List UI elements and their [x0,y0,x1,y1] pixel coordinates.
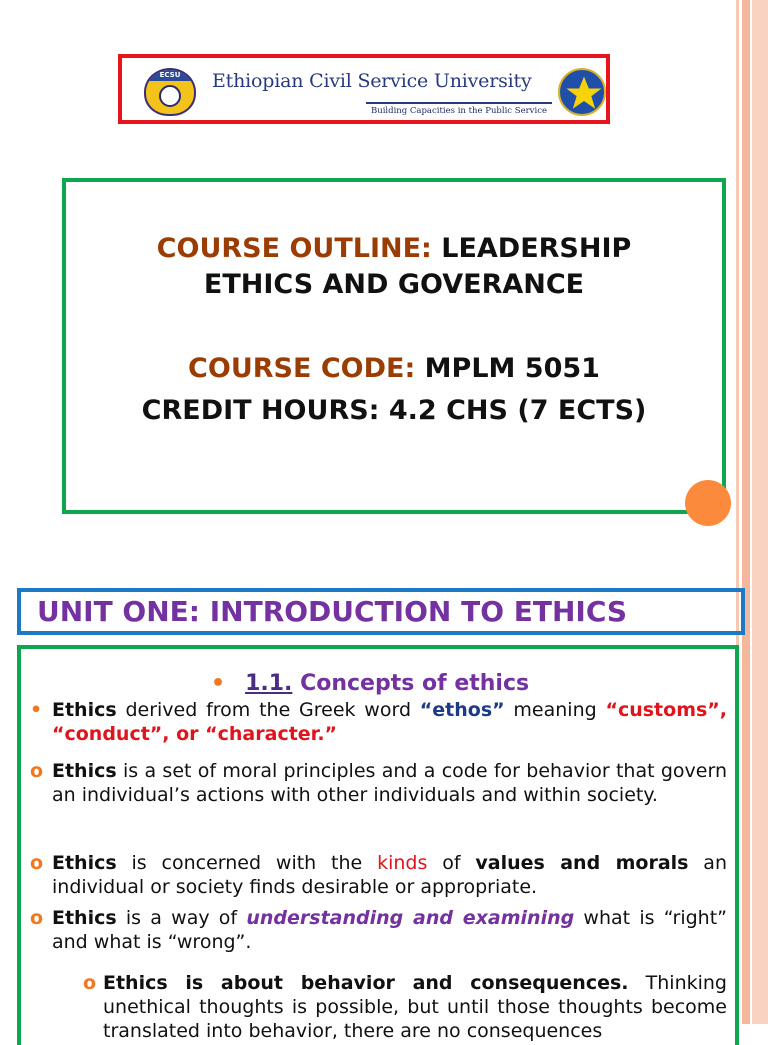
unit-heading: UNIT ONE: INTRODUCTION TO ETHICS [17,588,745,635]
decor-stripe-3 [752,0,768,1024]
paragraph-values-morals: o Ethics is concerned with the kinds of values and morals an individual or society finds desirable or appropriate. [30,852,727,898]
paragraph-ethos: • Ethics derived from the Greek word “ethos” meaning “customs”, “conduct”, or “character.” [30,699,728,745]
decor-orange-circle [685,480,731,526]
ring-bullet-icon: o [30,907,44,929]
course-title-box [62,178,726,514]
ring-bullet-icon: o [83,972,97,994]
filled-bullet-icon: • [30,699,43,721]
course-outline-label: COURSE OUTLINE: [156,233,432,264]
university-tagline: Building Capacities in the Public Service [366,102,552,117]
section-heading [211,671,529,696]
ring-bullet-icon: o [30,760,44,782]
course-outline-value-2: ETHICS AND GOVERANCE [203,269,585,300]
ethiopia-emblem-icon [558,68,606,116]
section-number: 1.1. [245,671,293,696]
course-code-label: COURSE CODE: [188,353,416,384]
paragraph-right-wrong: o Ethics is a way of understanding and examining what is “right” and what is “wrong”. [30,907,728,953]
course-code-value: MPLM 5051 [424,353,600,384]
university-logo-banner [118,54,610,124]
paragraph-moral-principles: o Ethics is a set of moral principles and a code for behavior that govern an individual’s actions with other individuals and within society. [30,760,727,806]
course-outline-value-1: LEADERSHIP [441,233,632,264]
section-bullet-icon: • [211,671,226,696]
decor-stripe-2 [742,0,750,1024]
university-name: Ethiopian Civil Service University [212,70,532,92]
seal-text: ECSU [146,70,194,81]
credit-hours: CREDIT HOURS: 4.2 CHS (7 ECTS) [141,395,647,426]
content-box [17,645,739,1045]
ring-bullet-icon: o [30,852,44,874]
paragraph-behavior-consequences: o Ethics is about behavior and consequences. Thinking unethical thoughts is possible, but until those thoughts become translated into behavior, there are no consequences [83,972,727,1042]
ecsu-seal-icon [144,68,196,116]
section-title: Concepts of ethics [300,671,530,696]
